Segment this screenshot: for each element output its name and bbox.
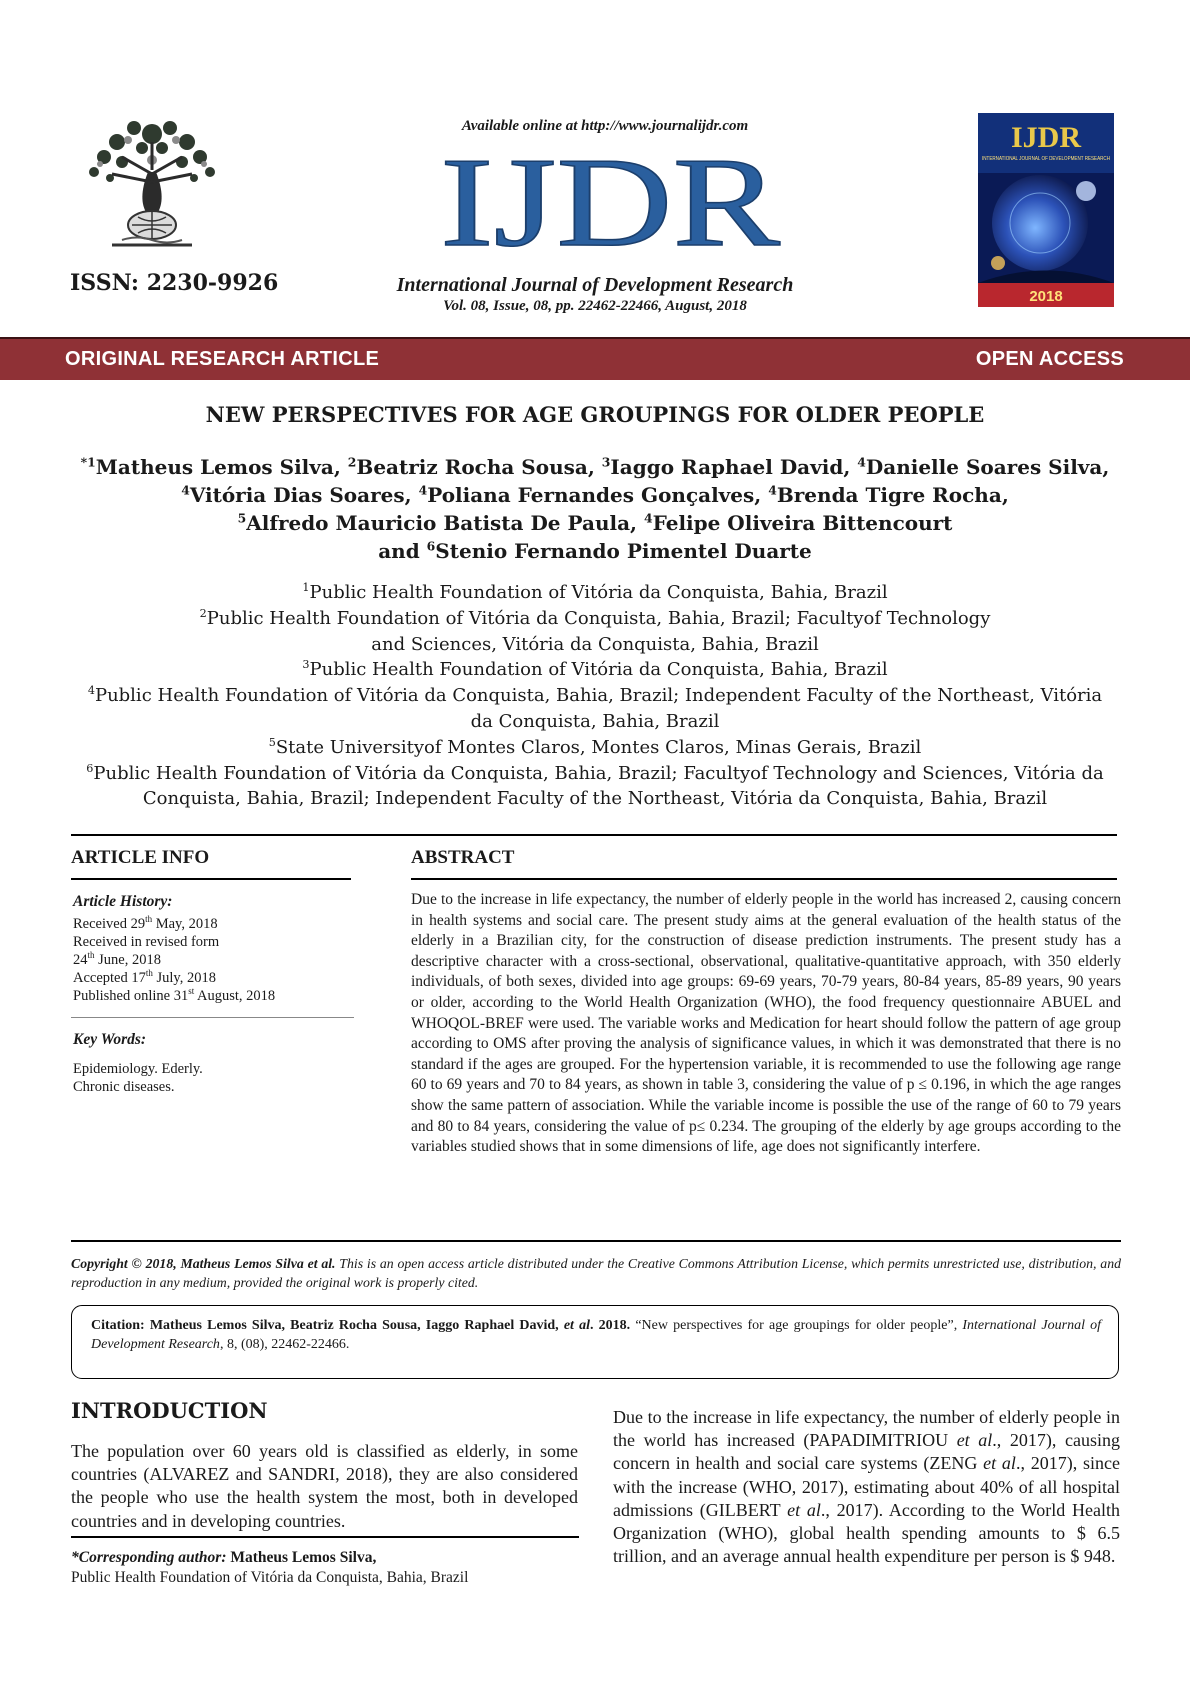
author-name: Matheus Lemos Silva [95,455,334,479]
affiliation: $^2$Public Health Foundation of Vitória da Conquista, Bahia, Brazil; Facultyof Technology and Sciences, Vitória da Conquista, Bahia, Brazil [199,606,991,655]
article-history-label: Article History: [73,893,173,910]
article-title: NEW PERSPECTIVES FOR AGE GROUPINGS FOR OLDER PEOPLE [205,402,985,427]
affiliation: $^3$Public Health Foundation of Vitória da Conquista, Bahia, Brazil [302,658,888,681]
section-divider [71,834,1117,836]
affiliation: $^1$Public Health Foundation of Vitória da Conquista, Bahia, Brazil [302,581,888,603]
author-name: Vitória Dias Soares [189,483,405,507]
article-history: Received 29th May, 2018 Received in revised form 24th June, 2018 Accepted 17th July, 2018 Published online 31st August, 2018 [73,914,276,1004]
available-online-text: Available online at http://www.journalijdr.com [461,118,749,134]
cover-title: IJDR [1010,121,1082,154]
corresponding-author-note: *Corresponding author: Matheus Lemos Silva, Public Health Foundation of Vitória da Conquista, Bahia, Brazil [71,1549,469,1586]
introduction-paragraph-right: Due to the increase in life expectancy, the number of elderly people in the world has increased (PAPADIMITRIOU et al., 2017), causing concern in health and social care systems (ZENG et al., 2017), since with the increase (WHO, 2017), estimating about 40% of all hospital admissions (GILBERT et al., 2017). According to the World Health Organization (WHO), global health spending amounts to $ 6.5 trillion, and an average annual health expenditure per person is $ 948. [613,1407,1120,1567]
affiliation: $^4$Public Health Foundation of Vitória da Conquista, Bahia, Brazil; Independent Faculty of the Northeast, Vitória da Conquista, Bahia, Brazil [87,684,1103,732]
affiliation: $^5$State Universityof Montes Claros, Montes Claros, Minas Gerais, Brazil [268,735,922,758]
affiliation-list [40,580,1150,812]
info-heading-rule [71,878,351,880]
journal-name: International Journal of Development Research [396,274,794,296]
author-name: Iaggo Raphael David [610,455,844,479]
key-words: Epidemiology. Ederly. Chronic diseases. [73,1061,203,1095]
author-list: $^{*1}$Matheus Lemos Silva, $^2$Beatriz Rocha Sousa, $^3$Iaggo Raphael David, $^4$Danielle Soares Silva, $^4$Vitória Dias Soares, $^4$Poliana Fernandes Gonçalves, $^4$Brenda Tigre Rocha, $^5$Alfredo Mauricio Batista De Paula, $^4$Felipe Oliveira Bittencourt and $^6$Stenio Fernando Pimentel Duarte [80,454,1110,563]
author-name: Brenda Tigre Rocha [776,483,1002,507]
cover-subtitle: INTERNATIONAL JOURNAL OF DEVELOPMENT RESEARCH [982,156,1110,162]
footnote-rule [71,1536,579,1538]
journal-tree-logo [82,112,222,257]
ijdr-wordmark-text: IJDR [440,131,781,273]
author-name: Stenio Fernando Pimentel Duarte [435,539,812,563]
article-type-banner [0,339,1190,380]
ijdr-wordmark [425,131,795,273]
abstract-end-rule [71,1240,1121,1242]
article-type-label: ORIGINAL RESEARCH ARTICLE [65,348,380,370]
cover-year: 2018 [1029,288,1063,305]
author-name: Beatriz Rocha Sousa [356,455,588,479]
citation-text: Citation: Matheus Lemos Silva, Beatriz Rocha Sousa, Iaggo Raphael David, et al. 2018. “New perspectives for age groupings for older people”, International Journal of Development Research, 8, (08), 22462-22466. [91,1318,1102,1352]
author-name: Poliana Fernandes Gonçalves [427,483,755,507]
abstract-heading-rule [411,878,1117,880]
author-name: Danielle Soares Silva [865,455,1103,479]
history-divider [71,1017,354,1018]
copyright-notice: Copyright © 2018, Matheus Lemos Silva et al. This is an open access article distributed under the Creative Commons Attribution License, which permits unrestricted use, distribution, and reproduction in any medium, provided the original work is properly cited. [71,1256,1121,1290]
author-name: Felipe Oliveira Bittencourt [652,511,953,535]
abstract-text: Due to the increase in life expectancy, the number of elderly people in the world has increased 2, causing concern in health systems and social care. The present study aims at the general evaluation of the health status of the elderly in a Brazilian city, for the construction of disease prediction instruments. The present study has a descriptive character with a cross-sectional, observational, qualitative-quantitative approach, with 350 elderly individuals, of both sexes, divided into age groups: 69-69 years, 70-79 years, 80-84 years, 85-89 years, 90 years or older, according to the World Health Organization (WHO), the food frequency questionnaire ABUEL and WHOQOL-BREF were used. The variable works and Medication for heart should follow the pattern of age group according to OMS after proving the analysis of significance values, in which it was demonstrated that there is no standard if the ages are grouped. For the hypertension variable, it is recommended to use the following age range 60 to 69 years and 70 to 84 years, as shown in table 3, considering the value of p ≤ 0.196, in which the age ranges show the same pattern of association. While the variable income is possible the use of the range of 60 to 79 years and 80 to 84 years, considering the value of p≤ 0.234. The grouping of the elderly by age groups according to the variables studied shows that in some dimensions of life, age does not significantly interfere. [411,891,1121,1156]
article-info-heading: ARTICLE INFO [71,847,210,868]
author-name: Alfredo Mauricio Batista De Paula [246,511,631,535]
affiliation: $^6$Public Health Foundation of Vitória da Conquista, Bahia, Brazil; Facultyof Technology and Sciences, Vitória da Conquista, Bahia, Brazil; Independent Faculty of the Northeast, Vitória da Conquista, Bahia, Brazil [86,761,1104,810]
key-words-label: Key Words: [73,1031,147,1048]
introduction-paragraph: The population over 60 years old is classified as elderly, in some countries (ALVAREZ and SANDRI, 2018), they are also considered the people who use the health system the most, both in developed countries and in developing countries. [71,1441,578,1531]
journal-volume: Vol. 08, Issue, 08, pp. 22462-22466, August, 2018 [443,298,747,314]
issn-label: ISSN: 2230-9926 [70,270,279,296]
abstract-heading: ABSTRACT [411,847,515,868]
journal-cover-image [978,113,1114,307]
introduction-heading: INTRODUCTION [71,1398,268,1423]
open-access-label: OPEN ACCESS [975,348,1124,370]
